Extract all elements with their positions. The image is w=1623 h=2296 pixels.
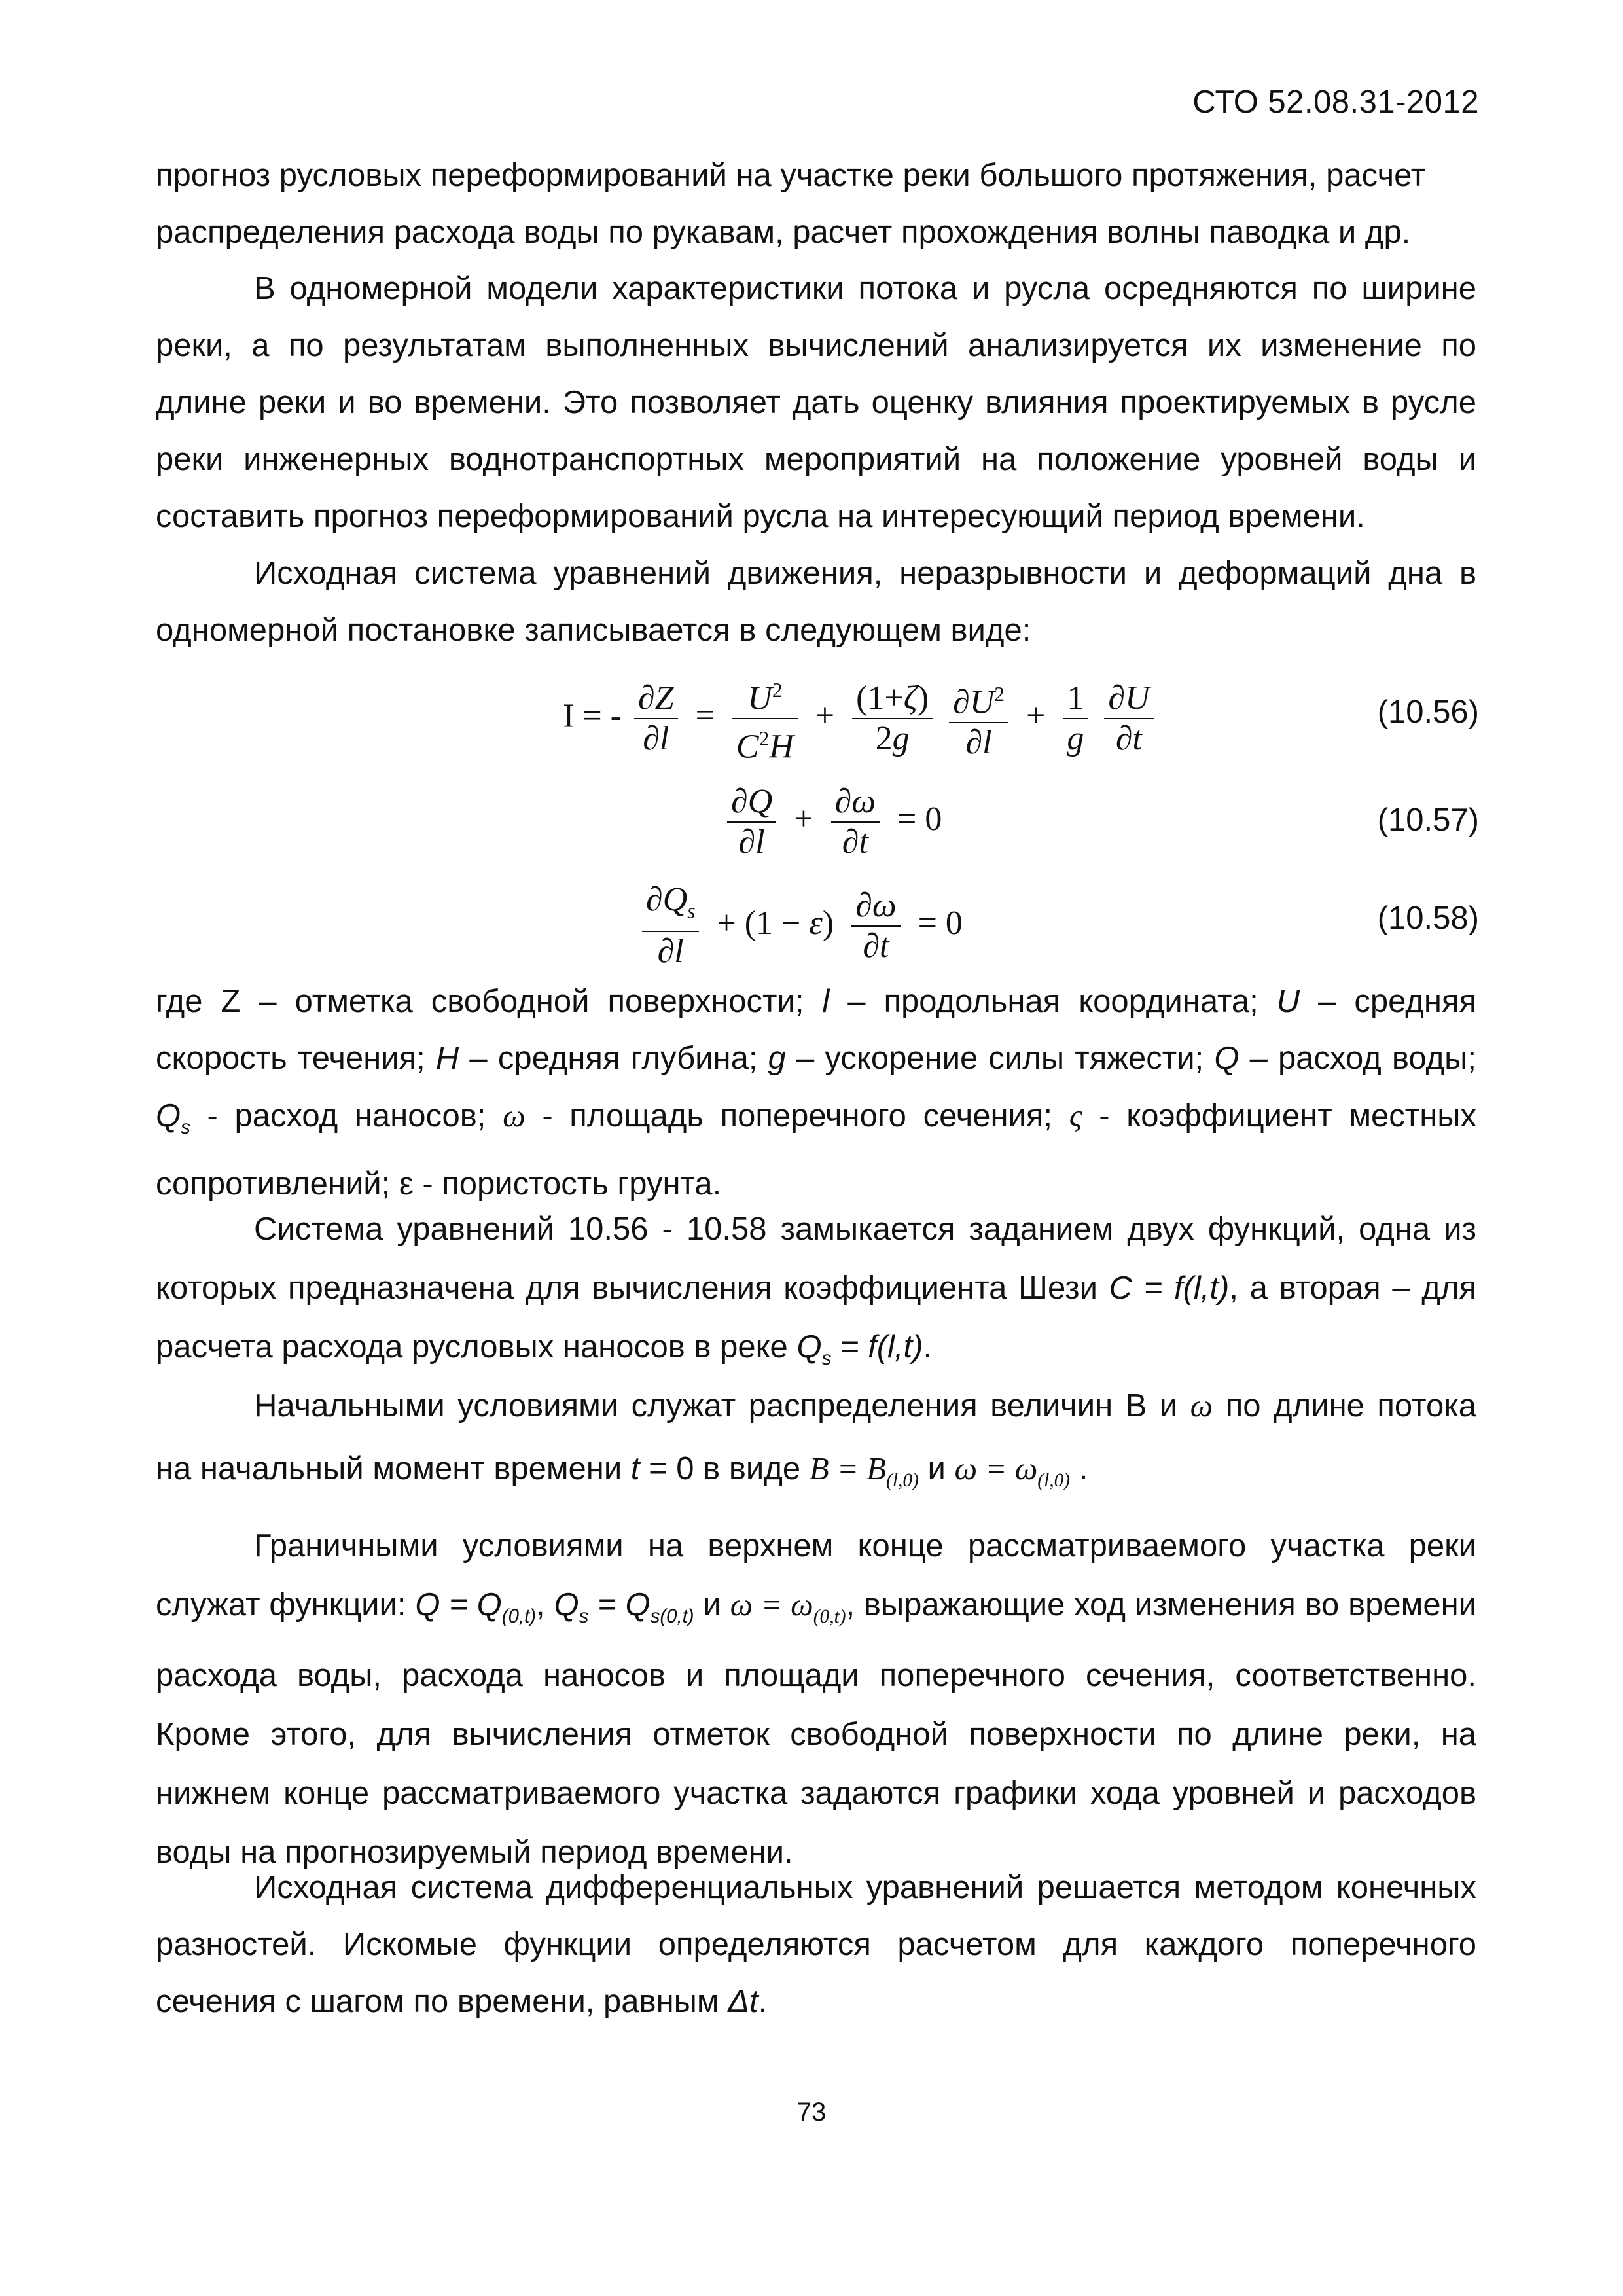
- formula-qs-boundary: $Q_s = Q_{s(0,t)}$: [554, 1587, 694, 1627]
- equation-10-56: I = - $\frac{\partial Z}{\partial l}$ = $\frac{U^2}{C^2H}$ + $\frac{(1+\zeta)}{2g}$ $\frac{\partial U^2}{\partial l}$ + $\frac{1}{g}$ $\frac{\partial U}{\partial t}$: [563, 671, 1158, 767]
- paragraph-boundary-conditions: Граничными условиями на верхнем конце рассматриваемого участка реки служат функции: $Q = Q_{(0,t)}$, $Q_s = Q_{s(0,t)}$ и $\omega = \omega_{(0,t)}$, выражающие ход изменения во времени расхода воды, расхода наносов и площади поперечного сечения, соответственно. Кроме этого, для вычисления отметок свободной поверхности по длине реки, на нижнем конце рассматриваемого участка задаются графики хода уровней и расходов воды на прогнозируемый период времени.: [156, 1528, 1477, 1870]
- text-run: , выражающие ход изменения во времени расхода воды, расхода наносов и площади поперечного сечения, соответственно. Кроме этого, для вычисления отметок свободной поверхности по длине реки, на нижнем конце рассматриваемого участка задаются графики хода уровней и расходов воды на прогнозируемый период времени.: [156, 1587, 1477, 1870]
- text-run: и: [918, 1451, 955, 1486]
- text-run: Начальными условиями служат распределения величин В и: [254, 1388, 1190, 1424]
- text-run: по длине потока на начальный момент времени: [156, 1388, 1476, 1486]
- text-run: Граничными условиями на верхнем конце рассматриваемого участка реки служат функции:: [156, 1528, 1476, 1623]
- formula-q-boundary: $Q = Q_{(0,t)}$: [415, 1587, 537, 1627]
- var-q: Q: [1214, 1041, 1240, 1076]
- formula-omega-initial: $\omega = \omega_{(l,0)}$: [954, 1450, 1071, 1491]
- paragraph-continuation: [156, 147, 1476, 261]
- text-run: – средняя скорость течения;: [156, 984, 1476, 1076]
- paragraph-finite-differences: Исходная система дифференциальных уравнений решается методом конечных разностей. Искомые функции определяются расчетом для каждого поперечного сечения с шагом по времени, равным Δt.: [156, 1870, 1476, 2019]
- formula-delta-t: Δt: [728, 1984, 758, 2019]
- var-qs: $Q_s$: [156, 1098, 190, 1138]
- equation-10-57: $\frac{\partial Q}{\partial l}$ + $\frac{\partial\omega}{\partial t}$ = 0: [723, 782, 947, 862]
- paragraph-closure-functions: Система уравнений 10.56 - 10.58 замыкается заданием двух функций, одна из которых предназначена для вычисления коэффициента Шези C = f(l,t), а вторая – для расчета расхода русловых наносов в реке $Q_s = f(l,t)$.: [156, 1211, 1477, 1369]
- formula-sediment: $Q_s = f(l,t)$: [796, 1329, 923, 1369]
- paragraph-one-dimensional-model: В одномерной модели характеристики потока и русла осредняются по ширине реки, а по результатам выполненных вычислений анализируется их изменение по длине реки и во времени. Это позволяет дать оценку влияния проектируемых в русле реки инженерных воднотранспортных мероприятий на положение уровней воды и составить прогноз переформирований русла на интересующий период времени.: [156, 271, 1476, 534]
- var-t: t: [630, 1451, 640, 1486]
- var-omega: ω: [1190, 1388, 1213, 1424]
- text-run: = 0 в виде: [639, 1451, 810, 1486]
- equation-number: (10.57): [1377, 802, 1479, 838]
- var-g: g: [768, 1041, 786, 1076]
- text-run: – продольная координата;: [829, 984, 1277, 1019]
- text-run: Система уравнений 10.56 - 10.58 замыкается заданием двух функций, одна из которых предназначена для вычисления коэффициента Шези: [156, 1211, 1476, 1306]
- text-run: - расход наносов;: [190, 1098, 503, 1134]
- paragraph-equation-system-intro: Исходная система уравнений движения, неразрывности и деформаций дна в одномерной постановке записывается в следующем виде:: [156, 556, 1476, 648]
- text-line: распределения расхода воды по рукавам, расчет прохождения волны паводка и др.: [156, 215, 1411, 250]
- paragraph-variable-definitions: [156, 973, 1476, 1213]
- var-omega: ω: [503, 1098, 526, 1134]
- formula-chezy: C = f(l,t): [1109, 1270, 1230, 1306]
- paragraph-initial-conditions: Начальными условиями служат распределения величин В и ω по длине потока на начальный момент времени t = 0 в виде $B = B_{(l,0)}$ и $\omega = \omega_{(l,0)}$ .: [156, 1388, 1476, 1491]
- text-run: – расход воды;: [1239, 1041, 1476, 1076]
- text-run: – ускорение силы тяжести;: [785, 1041, 1215, 1076]
- formula-omega-boundary: $\omega = \omega_{(0,t)}$: [730, 1587, 846, 1627]
- equation-number: (10.58): [1377, 901, 1479, 936]
- page-number: 73: [796, 2098, 827, 2126]
- var-u: U: [1276, 984, 1300, 1019]
- var-l: l: [822, 984, 830, 1019]
- equation-number: (10.56): [1377, 694, 1479, 730]
- text-run: - площадь поперечного сечения;: [525, 1098, 1069, 1134]
- text-run: Исходная система дифференциальных уравнений решается методом конечных разностей. Искомые функции определяются расчетом для каждого поперечного сечения с шагом по времени, равным: [156, 1870, 1476, 2019]
- text-run: – средняя глубина;: [459, 1041, 768, 1076]
- var-h: H: [435, 1041, 459, 1076]
- equation-10-58: $\frac{\partial Q_s}{\partial l}$ + (1 − ε) $\frac{\partial\omega}{\partial t}$ = 0: [638, 880, 968, 971]
- formula-b-initial: $B = B_{(l,0)}$: [809, 1450, 919, 1491]
- document-code-header: СТО 52.08.31-2012: [1192, 84, 1479, 120]
- text-run: - коэффициент местных сопротивлений; ε - пористость грунта.: [156, 1098, 1476, 1202]
- var-zeta: ς: [1069, 1098, 1082, 1134]
- text-line: прогноз русловых переформирований на участке реки большого протяжения, расчет: [156, 158, 1426, 193]
- text-run: где Z – отметка свободной поверхности;: [156, 984, 823, 1019]
- text-run: , а вторая – для расчета расхода русловых наносов в реке: [156, 1270, 1477, 1365]
